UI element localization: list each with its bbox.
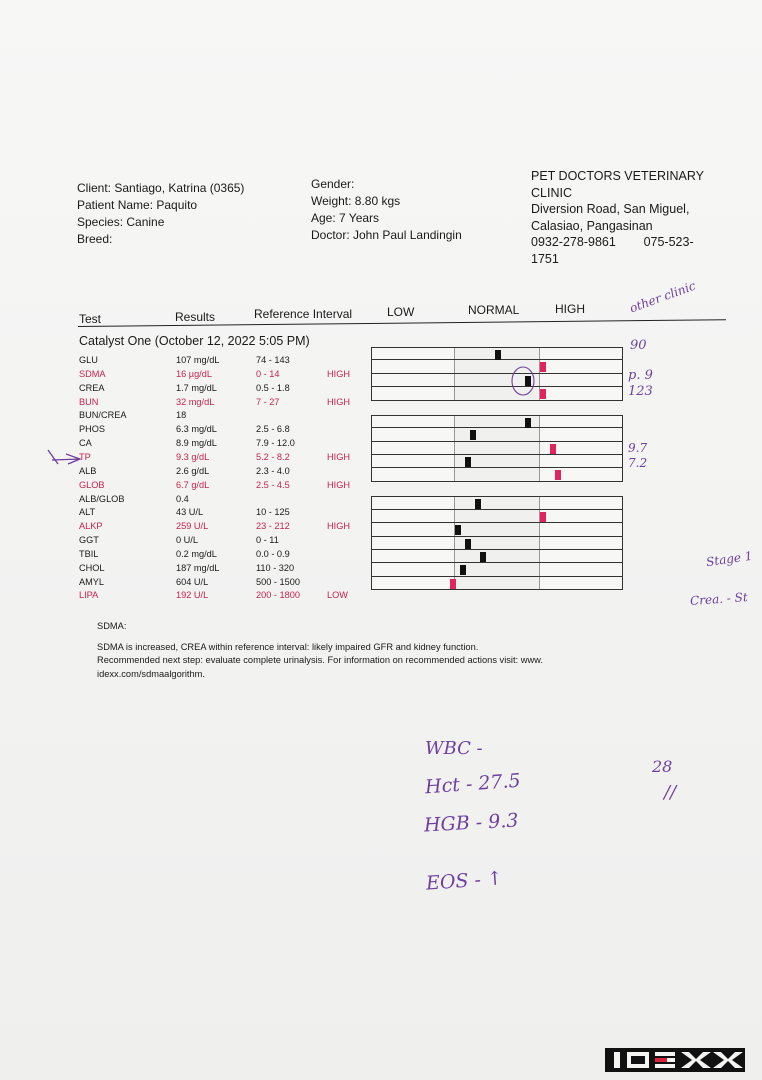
result-flag: HIGH [327,451,350,462]
result-value: 107 mg/dL [176,355,220,365]
result-marker [470,430,476,440]
range-bar-lipa [371,577,623,590]
result-marker [475,499,481,509]
range-bar-phos [371,415,623,428]
clinic-name: PET DOCTORS VETERINARY CLINIC [531,169,704,200]
reference-interval: 2.5 - 6.8 [256,424,290,435]
range-bar-ggt [371,523,623,536]
reference-interval: 2.3 - 4.0 [256,465,290,476]
handwriting-slash: // [664,782,677,803]
reference-interval: 7.9 - 12.0 [256,438,295,449]
column-results: Results [175,310,216,324]
result-value: 43 U/L [176,507,204,518]
test-name: SDMA [79,368,106,379]
result-value: 16 µg/dL [176,368,212,379]
handwriting-28: 28 [652,757,673,776]
test-name: AMYL [79,576,105,587]
result-marker [465,457,471,467]
result-marker [480,552,486,562]
section-title: Catalyst One (October 12, 2022 5:05 PM) [79,334,310,348]
result-flag: HIGH [327,396,350,407]
notes-label: SDMA: [97,621,127,631]
pen-circle [508,364,538,398]
result-marker [450,579,456,589]
breed: Breed: [77,232,113,246]
result-value: 2.6 g/dL [176,465,210,476]
result-marker [465,539,471,549]
notes-line-2: Recommended next step: evaluate complete urinalysis. For information on recommended actions visit: www. [97,655,543,665]
result-marker [495,350,501,360]
column-reference: Reference Interval [254,307,353,321]
reference-interval: 200 - 1800 [256,590,300,601]
result-flag: HIGH [327,368,350,379]
test-name: BUN/CREA [79,410,127,421]
result-value: 0.4 [176,493,189,504]
result-value: 0.2 mg/dL [176,548,217,559]
result-value: 6.3 mg/dL [176,424,217,435]
handwriting-wbc: WBC - [425,738,483,759]
result-value: 1.7 mg/dL [176,382,217,393]
normal-zone [454,510,540,522]
reference-interval: 0 - 11 [256,535,279,546]
result-value: 259 U/L [176,521,209,532]
column-high: HIGH [555,302,585,316]
handwriting-other-clinic: other clinic [627,278,698,316]
range-bar-chol [371,550,623,563]
normal-zone [454,442,540,454]
result-flag: LOW [327,590,348,601]
result-marker [455,525,461,535]
reference-interval: 500 - 1500 [256,576,300,587]
test-name: CA [79,438,92,449]
result-value: 6.7 g/dL [176,479,210,490]
range-bar-glob [371,468,623,481]
result-value: 192 U/L [176,590,209,601]
notes-line-1: SDMA is increased, CREA within reference interval: likely impaired GFR and kidney function. [97,642,479,652]
result-marker [540,362,546,372]
test-name: BUN [79,396,99,407]
test-name: GGT [79,535,99,546]
reference-interval: 7 - 27 [256,396,280,407]
normal-zone [454,428,540,440]
reference-interval: 10 - 125 [256,507,290,518]
result-marker [460,565,466,575]
reference-interval: 5.2 - 8.2 [256,451,290,462]
normal-zone [454,577,540,589]
test-name: GLU [79,355,98,365]
range-bar-tbil [371,537,623,550]
range-bar-sdma [371,360,623,373]
species: Species: Canine [77,215,165,229]
result-value: 8.9 mg/dL [176,438,217,449]
age: Age: 7 Years [311,211,380,225]
reference-interval: 110 - 320 [256,562,295,573]
column-low: LOW [387,305,415,319]
handwriting-123: 123 [628,384,653,399]
range-bar-ca [371,428,623,441]
result-marker [540,389,546,399]
column-normal: NORMAL [468,303,520,317]
idexx-logo [605,1046,745,1074]
normal-zone [454,550,540,562]
test-name: TBIL [79,548,99,559]
result-value: 32 mg/dL [176,396,215,407]
result-flag: HIGH [327,521,350,532]
result-value: 604 U/L [176,576,209,587]
result-marker [555,470,561,480]
client-info [77,180,244,248]
client-name: Client: Santiago, Katrina (0365) [77,181,245,195]
range-bar-amyl [371,563,623,576]
normal-zone [454,563,540,575]
column-test: Test [79,312,102,326]
test-name: TP [79,451,91,462]
pen-mark-arrow [46,446,86,468]
result-value: 0 U/L [176,535,198,546]
handwriting-97: 9.7 [628,441,648,455]
result-marker [540,512,546,522]
normal-zone [454,468,540,480]
doctor: Doctor: John Paul Landingin [311,228,462,242]
clinic-address: Diversion Road, San Miguel, Calasiao, Pangasinan [531,202,690,233]
range-bar-bun [371,387,623,400]
gender: Gender: [311,177,355,191]
result-value: 187 mg/dL [176,562,220,573]
handwriting-stage: Stage 1 [705,548,754,570]
result-value: 9.3 g/dL [176,451,210,462]
test-name: CREA [79,382,105,393]
reference-interval: 0.5 - 1.8 [256,382,290,393]
reference-interval: 23 - 212 [256,521,290,532]
test-name: ALB [79,465,97,476]
range-bar-alb [371,455,623,468]
test-name: ALB/GLOB [79,493,125,504]
reference-interval: 2.5 - 4.5 [256,479,290,490]
range-bar-alkp [371,510,623,523]
handwriting-90: 90 [630,338,647,353]
weight: Weight: 8.80 kgs [311,194,401,208]
result-flag: HIGH [327,479,350,490]
normal-zone [454,523,540,535]
result-value: 18 [176,410,187,421]
patient-info [311,176,462,244]
test-name: GLOB [79,479,105,490]
result-marker [525,418,531,428]
range-bar-glu [371,347,623,360]
handwriting-crea: Crea. - St [689,590,749,608]
reference-interval: 0 - 14 [256,368,280,379]
reference-interval: 0.0 - 0.9 [256,548,290,559]
result-marker [550,444,556,454]
reference-interval: 74 - 143 [256,355,290,365]
clinic-phone: 0932-278-9861 075-523-1751 [531,235,694,266]
test-name: PHOS [79,424,106,435]
range-bar-alt [371,496,623,509]
handwriting-eos: EOS - ↑ [425,867,504,895]
test-name: LIPA [79,590,99,601]
notes-line-3: idexx.com/sdmaalgorithm. [97,669,205,679]
test-name: ALKP [79,521,103,532]
range-bar-crea [371,374,623,387]
patient-name: Patient Name: Paquito [77,198,198,212]
clinic-info [531,168,711,267]
handwriting-72: 7.2 [628,456,648,470]
range-bar-tp [371,442,623,455]
normal-zone [454,497,540,508]
test-name: ALT [79,507,96,518]
handwriting-hct: Hct - 27.5 [424,769,522,799]
test-name: CHOL [79,562,105,573]
handwriting-sdma: p. 9 [628,368,653,383]
handwriting-hgb: HGB - 9.3 [423,809,519,837]
